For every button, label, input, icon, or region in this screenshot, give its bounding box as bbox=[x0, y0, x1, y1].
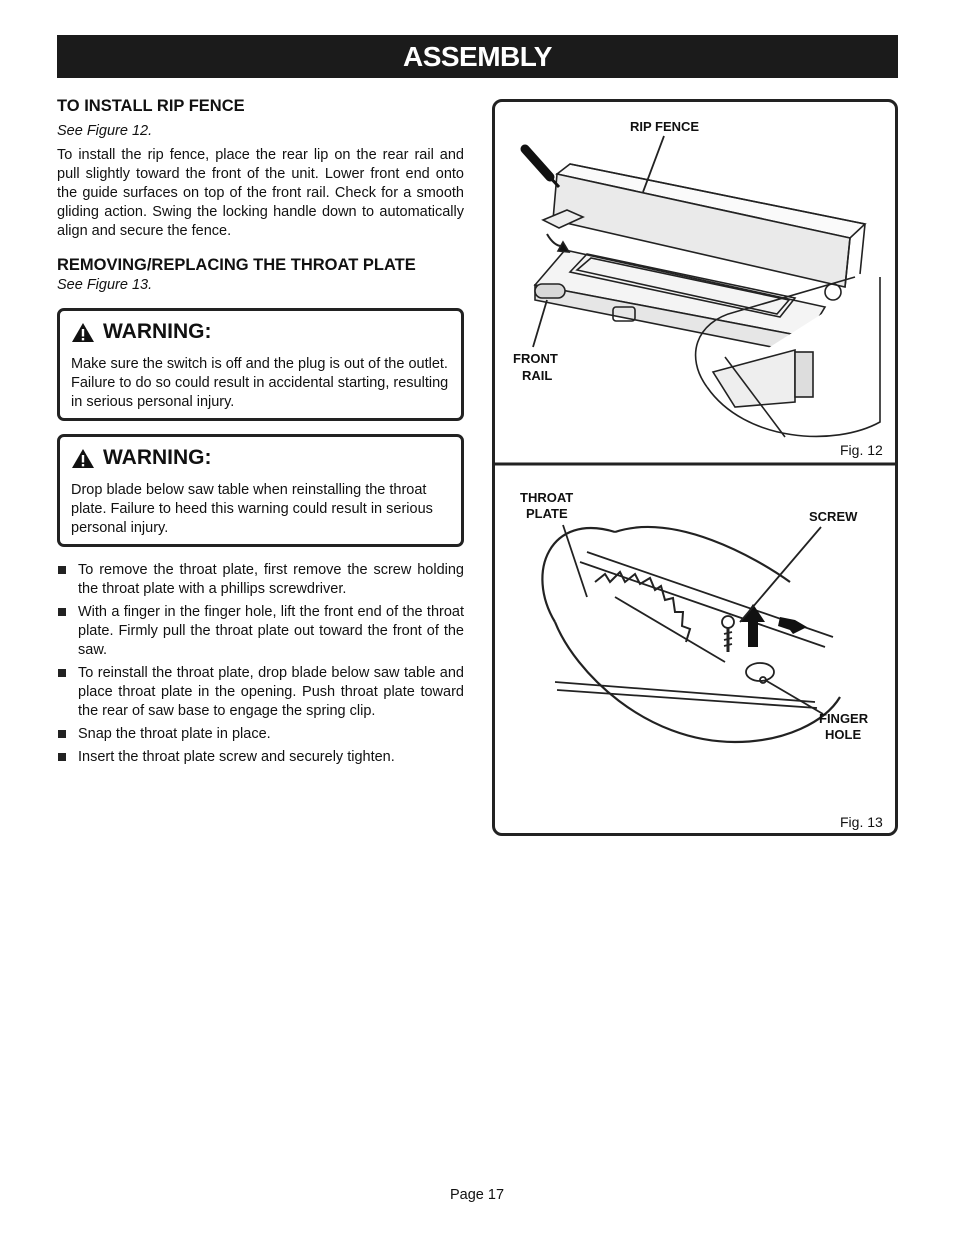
warning-box-switch bbox=[57, 308, 464, 421]
label-rip-fence: RIP FENCE bbox=[630, 119, 700, 134]
fig13-drawing bbox=[542, 527, 840, 742]
rip-fence-heading: TO INSTALL RIP FENCE bbox=[57, 97, 245, 115]
warning-triangle-icon bbox=[71, 448, 95, 469]
see-figure-12: See Figure 12. bbox=[57, 123, 153, 139]
left-column bbox=[57, 96, 464, 771]
label-throat: THROAT bbox=[520, 490, 574, 505]
warning-text: Drop blade below saw table when reinstalling the throat plate. Failure to heed this warning could result in serious personal injury. bbox=[71, 482, 433, 536]
list-item: Snap the throat plate in place. bbox=[57, 725, 464, 744]
fig12-caption: Fig. 12 bbox=[840, 442, 883, 458]
screw-icon bbox=[722, 616, 734, 652]
label-front: FRONT bbox=[513, 351, 558, 366]
warning-box-blade bbox=[57, 434, 464, 547]
page-number: Page 17 bbox=[449, 1187, 505, 1203]
label-hole: HOLE bbox=[825, 727, 862, 742]
throat-plate-heading: REMOVING/REPLACING THE THROAT PLATE bbox=[57, 256, 416, 274]
list-item: To remove the throat plate, first remove the screw holding the throat plate with a phillips screwdriver. bbox=[57, 561, 464, 599]
label-plate: PLATE bbox=[526, 506, 568, 521]
locking-handle bbox=[525, 149, 559, 187]
see-figure-13: See Figure 13. bbox=[57, 277, 153, 293]
warning-triangle-icon bbox=[71, 322, 95, 343]
warning-title: WARNING: bbox=[103, 320, 212, 343]
warning-text: Make sure the switch is off and the plug is out of the outlet. Failure to do so could result in accidental starting, resulting in serious personal injury. bbox=[71, 356, 449, 410]
list-item: Insert the throat plate screw and securely tighten. bbox=[57, 748, 464, 767]
label-screw: SCREW bbox=[809, 509, 858, 524]
list-item: To reinstall the throat plate, drop blade below saw table and place throat plate in the opening. Push throat plate toward the rear of saw base to engage the spring clip. bbox=[57, 664, 464, 721]
warning-title: WARNING: bbox=[103, 446, 212, 469]
rip-fence-body: To install the rip fence, place the rear lip on the rear rail and pull slightly toward the front of the unit. Lower front end onto the guide surfaces on top of the front rail. Check for a smooth gliding action. Swing the locking handle down to automatically align and secure the fence. bbox=[57, 147, 464, 239]
figure-panel bbox=[492, 99, 898, 836]
throat-plate-steps bbox=[57, 561, 464, 767]
fig12-drawing bbox=[525, 149, 880, 437]
label-rail: RAIL bbox=[522, 368, 553, 383]
section-banner: ASSEMBLY bbox=[57, 35, 898, 78]
list-item: With a finger in the finger hole, lift the front end of the throat plate. Firmly pull the throat plate out toward the front of the saw. bbox=[57, 603, 464, 660]
fig13-caption: Fig. 13 bbox=[840, 814, 883, 830]
label-finger: FINGER bbox=[819, 711, 869, 726]
